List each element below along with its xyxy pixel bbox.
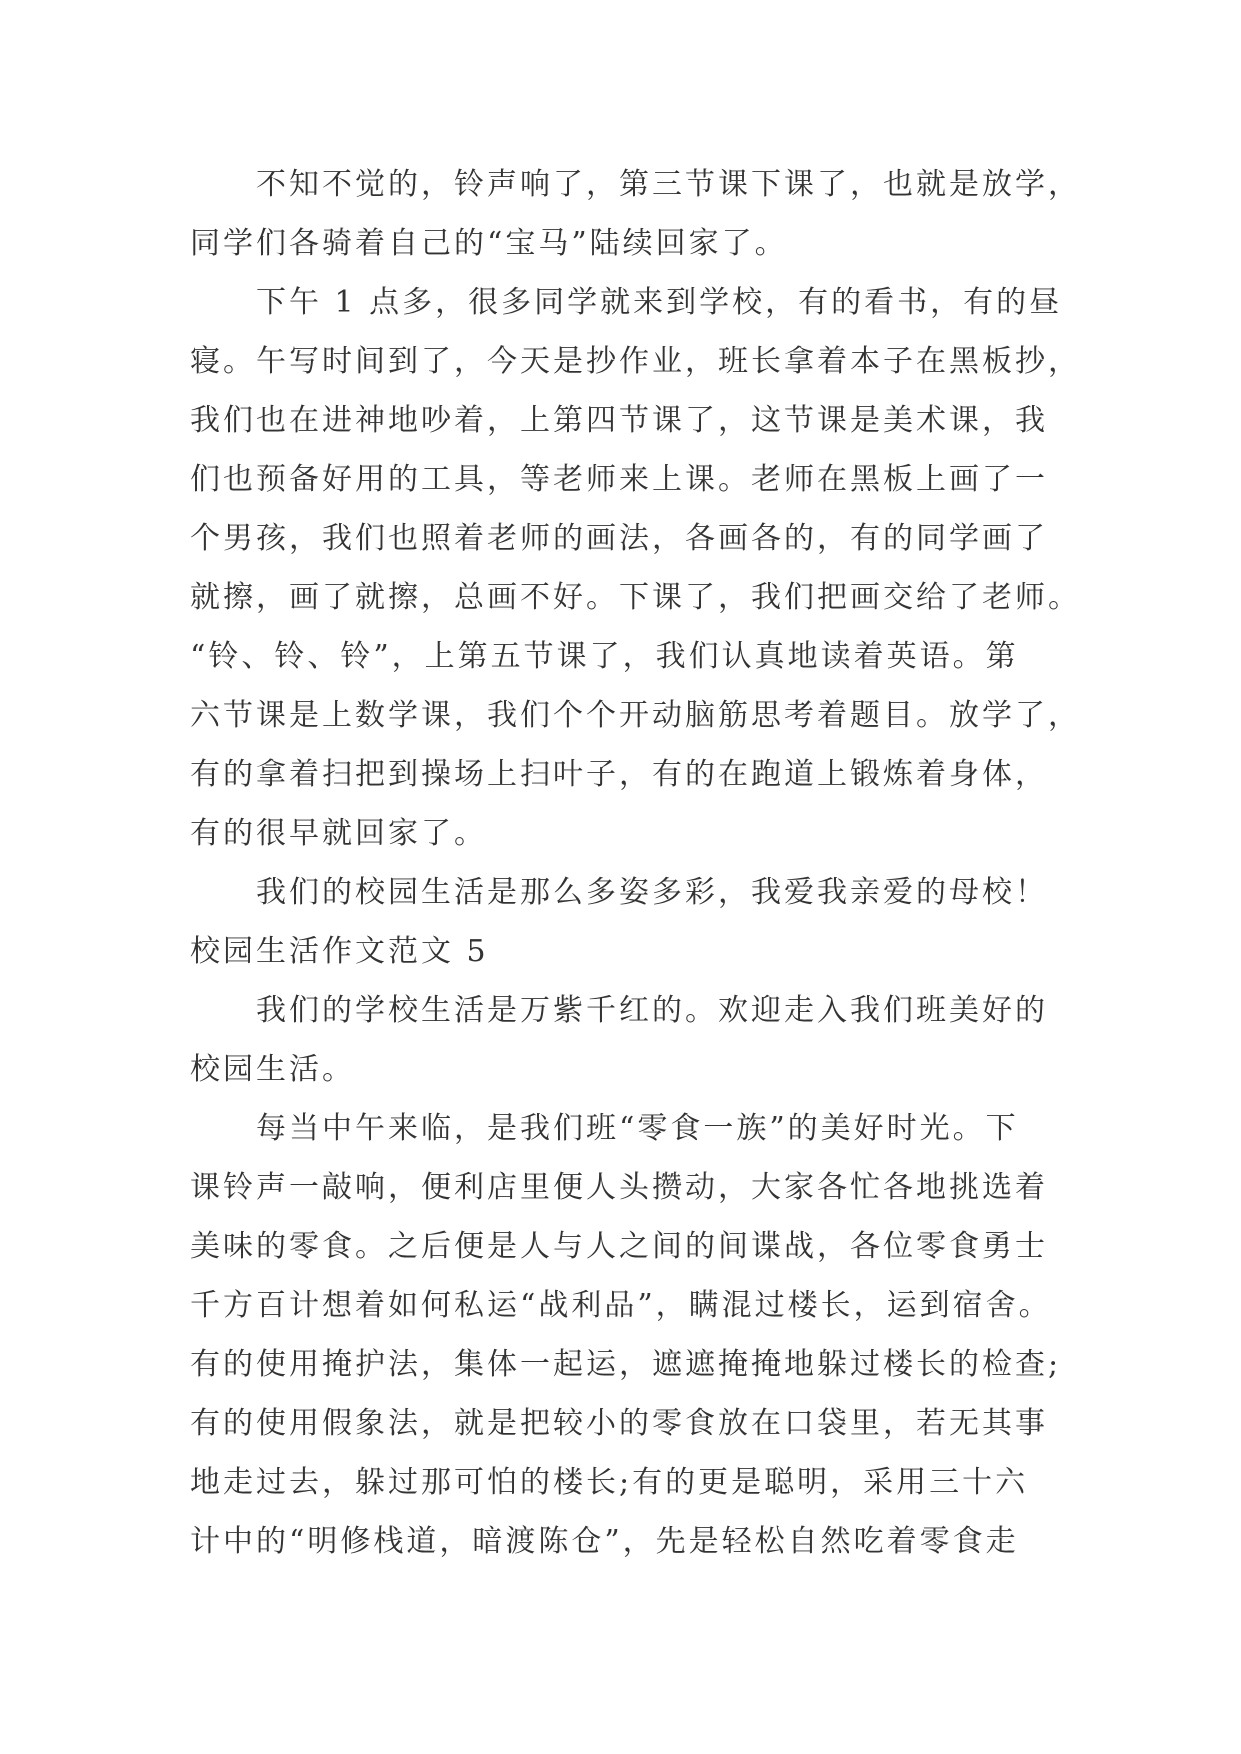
text-line: 有的很早就回家了。 [190, 816, 487, 851]
text-line: 千方百计想着如何私运“战利品”，瞒混过楼长，运到宿舍。 [190, 1288, 1052, 1323]
text-line: 美味的零食。之后便是人与人之间的间谍战，各位零食勇士 [190, 1229, 1048, 1264]
text-line: 我们也在进神地吵着，上第四节课了，这节课是美术课，我 [190, 403, 1048, 438]
text-line: 计中的“明修栈道，暗渡陈仓”，先是轻松自然吃着零食走 [190, 1524, 1019, 1559]
text-line: 不知不觉的，铃声响了，第三节课下课了，也就是放学， [256, 167, 1081, 202]
text-line: 有的拿着扫把到操场上扫叶子，有的在跑道上锻炼着身体， [190, 757, 1048, 792]
text-line: 寝。午写时间到了，今天是抄作业，班长拿着本子在黑板抄， [190, 344, 1081, 379]
text-line: 有的使用掩护法，集体一起运，遮遮掩掩地躲过楼长的检查; [190, 1347, 1062, 1382]
text-line: 课铃声一敲响，便利店里便人头攒动，大家各忙各地挑选着 [190, 1170, 1048, 1205]
text-line: 有的使用假象法，就是把较小的零食放在口袋里，若无其事 [190, 1406, 1048, 1441]
text-line: 我们的学校生活是万紫千红的。欢迎走入我们班美好的 [256, 993, 1048, 1028]
text-line: 下午 1 点多，很多同学就来到学校，有的看书，有的昼 [256, 285, 1063, 320]
text-line: 就擦，画了就擦，总画不好。下课了，我们把画交给了老师。 [190, 580, 1081, 615]
text-line: 同学们各骑着自己的“宝马”陆续回家了。 [190, 226, 788, 261]
body-text [190, 155, 1081, 1571]
text-line: 们也预备好用的工具，等老师来上课。老师在黑板上画了一 [190, 462, 1048, 497]
text-line: 六节课是上数学课，我们个个开动脑筋思考着题目。放学了， [190, 698, 1081, 733]
text-line: 校园生活。 [190, 1052, 355, 1087]
section-heading: 校园生活作文范文 5 [190, 934, 489, 969]
text-line: “铃、铃、铃”，上第五节课了，我们认真地读着英语。第 [190, 639, 1019, 674]
text-line: 个男孩，我们也照着老师的画法，各画各的，有的同学画了 [190, 521, 1048, 556]
text-line: 地走过去，躲过那可怕的楼长;有的更是聪明，采用三十六 [190, 1465, 1029, 1500]
text-line: 每当中午来临，是我们班“零食一族”的美好时光。下 [256, 1111, 1019, 1146]
text-line: 我们的校园生活是那么多姿多彩，我爱我亲爱的母校！ [256, 875, 1048, 910]
